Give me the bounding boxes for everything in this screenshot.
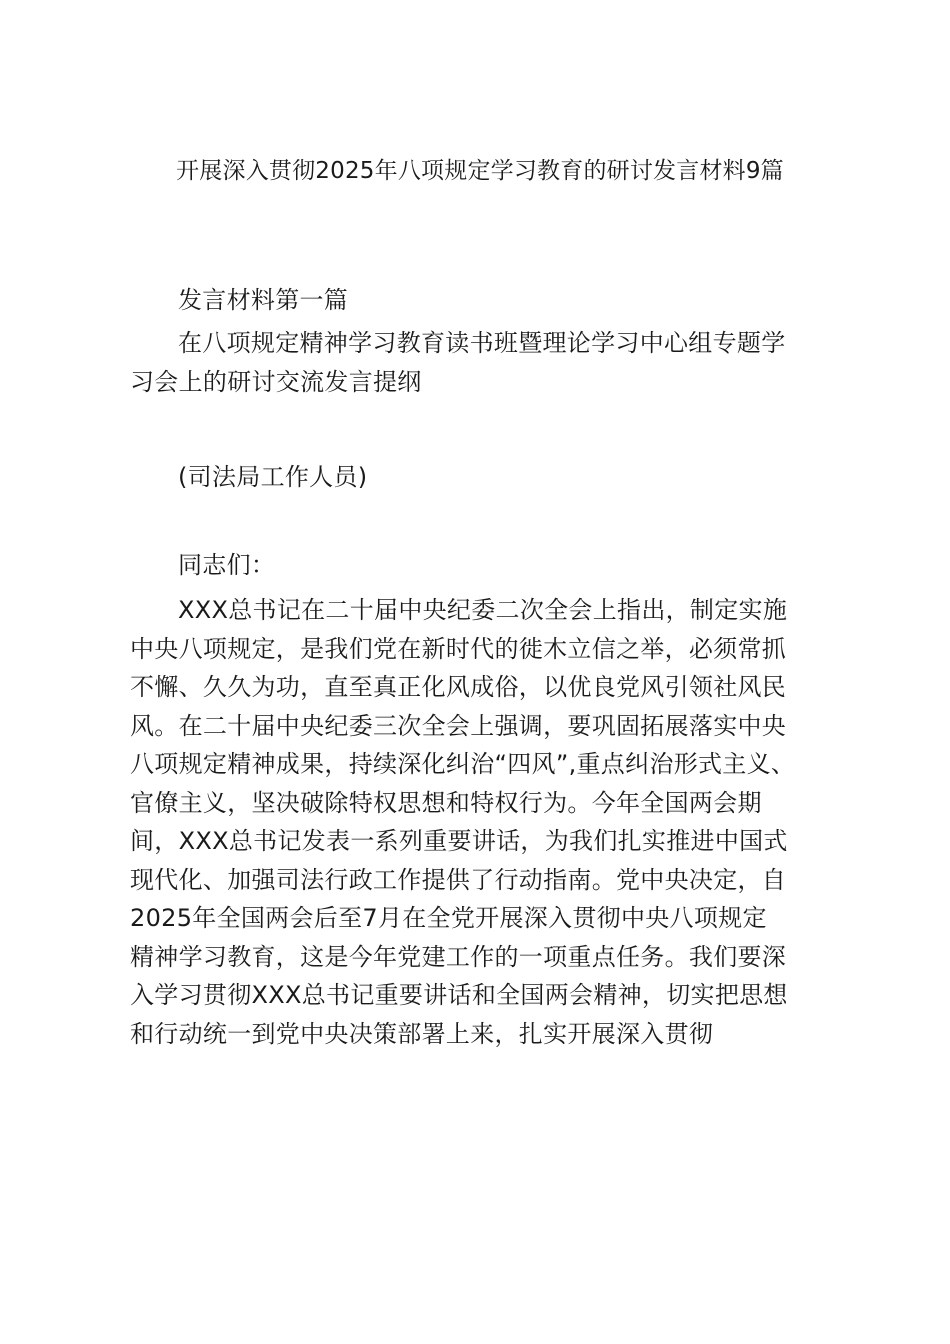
greeting-block <box>130 546 830 585</box>
body-line: 间，XXX总书记发表一系列重要讲话，为我们扎实推进中国式 <box>130 827 788 855</box>
section-label: 发言材料第一篇 <box>178 286 349 314</box>
speech-title-line: 习会上的研讨交流发言提纲 <box>130 367 422 396</box>
body-line: 和行动统一到党中央决策部署上来，扎实开展深入贯彻 <box>130 1019 714 1048</box>
body-line: 中央八项规定，是我们党在新时代的徙木立信之举，必须常抓 <box>130 634 787 663</box>
body-line: 不懈、久久为功，直至真正化风成俗，以优良党风引领社风民 <box>130 673 787 701</box>
body-line: XXX总书记在二十届中央纪委二次全会上指出，制定实施 <box>178 596 788 624</box>
body-line: 八项规定精神成果，持续深化纠治“四风”,重点纠治形式主义、 <box>130 750 796 778</box>
speaker: (司法局工作人员) <box>178 463 368 491</box>
body-line: 入学习贯彻XXX总书记重要讲话和全国两会精神，切实把思想 <box>130 981 788 1009</box>
greeting: 同志们： <box>178 551 276 579</box>
body-line: 现代化、加强司法行政工作提供了行动指南。党中央决定，自 <box>130 865 787 894</box>
section-label-block <box>130 281 830 320</box>
body-line: 官僚主义，坚决破除特权思想和特权行为。今年全国两会期 <box>130 788 762 817</box>
body-paragraph <box>130 591 830 1053</box>
body-line: 风。在二十届中央纪委三次全会上强调，要巩固拓展落实中央 <box>130 711 787 740</box>
speech-title <box>130 324 830 401</box>
document-title: 开展深入贯彻2025年八项规定学习教育的研讨发言材料9篇 <box>176 158 784 184</box>
speech-title-line: 在八项规定精神学习教育读书班暨理论学习中心组专题学 <box>178 329 786 357</box>
body-line: 2025年全国两会后至7月在全党开展深入贯彻中央八项规定 <box>130 904 767 932</box>
body-line: 精神学习教育，这是今年党建工作的一项重点任务。我们要深 <box>130 942 787 971</box>
speaker-block <box>130 458 830 497</box>
